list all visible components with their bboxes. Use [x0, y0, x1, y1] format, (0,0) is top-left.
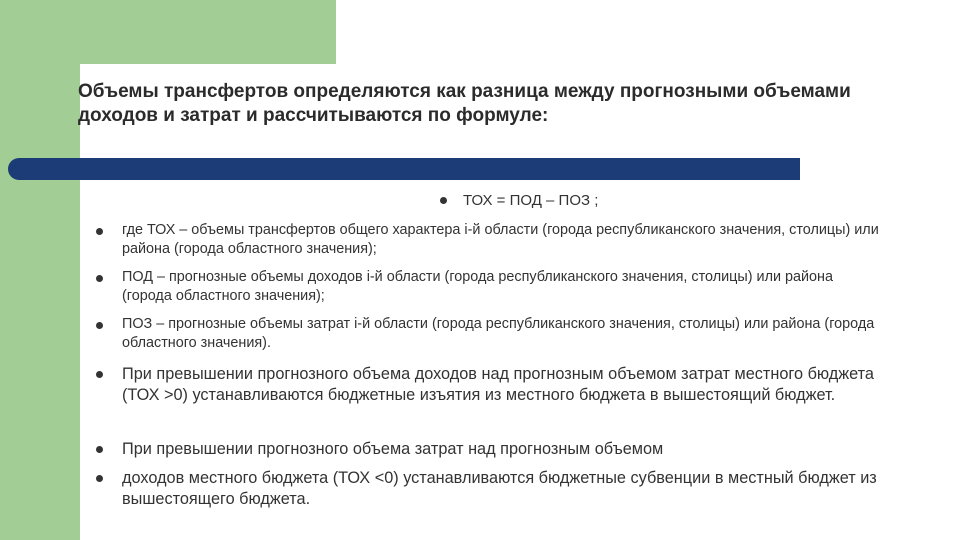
- bullet-icon: [96, 475, 103, 482]
- list-item: [96, 315, 886, 353]
- list-item-text: где ТОХ – объемы трансфертов общего характера i-й области (города республиканского значения, столицы) или района (города областного значения);: [122, 222, 879, 257]
- bullet-icon: [440, 197, 447, 204]
- bullet-icon: [96, 322, 103, 329]
- list-item-text: доходов местного бюджета (ТОХ <0) устанавливаются бюджетные субвенции в местный бюджет из вышестоящего бюджета.: [122, 469, 877, 508]
- title-underline-bar: [8, 158, 800, 180]
- bullet-icon: [96, 446, 103, 453]
- list-item-text: ПОД – прогнозные объемы доходов i-й области (города республиканского значения, столицы) или района (города областного значения);: [122, 269, 833, 304]
- list-item-text: При превышении прогнозного объема затрат над прогнозным объемом: [122, 440, 664, 458]
- formula-line: [440, 192, 598, 209]
- list-item: [96, 364, 886, 406]
- list-item: [96, 439, 886, 460]
- bullet-icon: [96, 275, 103, 282]
- list-item-text: При превышении прогнозного объема доходов над прогнозным объемом затрат местного бюджета (ТОХ >0) устанавливаются бюджетные изъятия из местного бюджета в вышестоящий бюджет.: [122, 365, 874, 404]
- list-item-text: ПОЗ – прогнозные объемы затрат i-й области (города республиканского значения, столицы) или района (города областного значения).: [122, 316, 875, 351]
- slide-title: Объемы трансфертов определяются как разница между прогнозными объемами доходов и затрат и рассчитываются по формуле:: [78, 81, 851, 126]
- formula-text: ТОХ = ПОД – ПОЗ ;: [463, 192, 599, 209]
- decor-green-sidebar: [0, 0, 80, 540]
- list-item: [96, 468, 886, 510]
- list-item: [96, 268, 886, 306]
- bullet-icon: [96, 228, 103, 235]
- list-item: [96, 221, 886, 259]
- bullet-icon: [96, 371, 103, 378]
